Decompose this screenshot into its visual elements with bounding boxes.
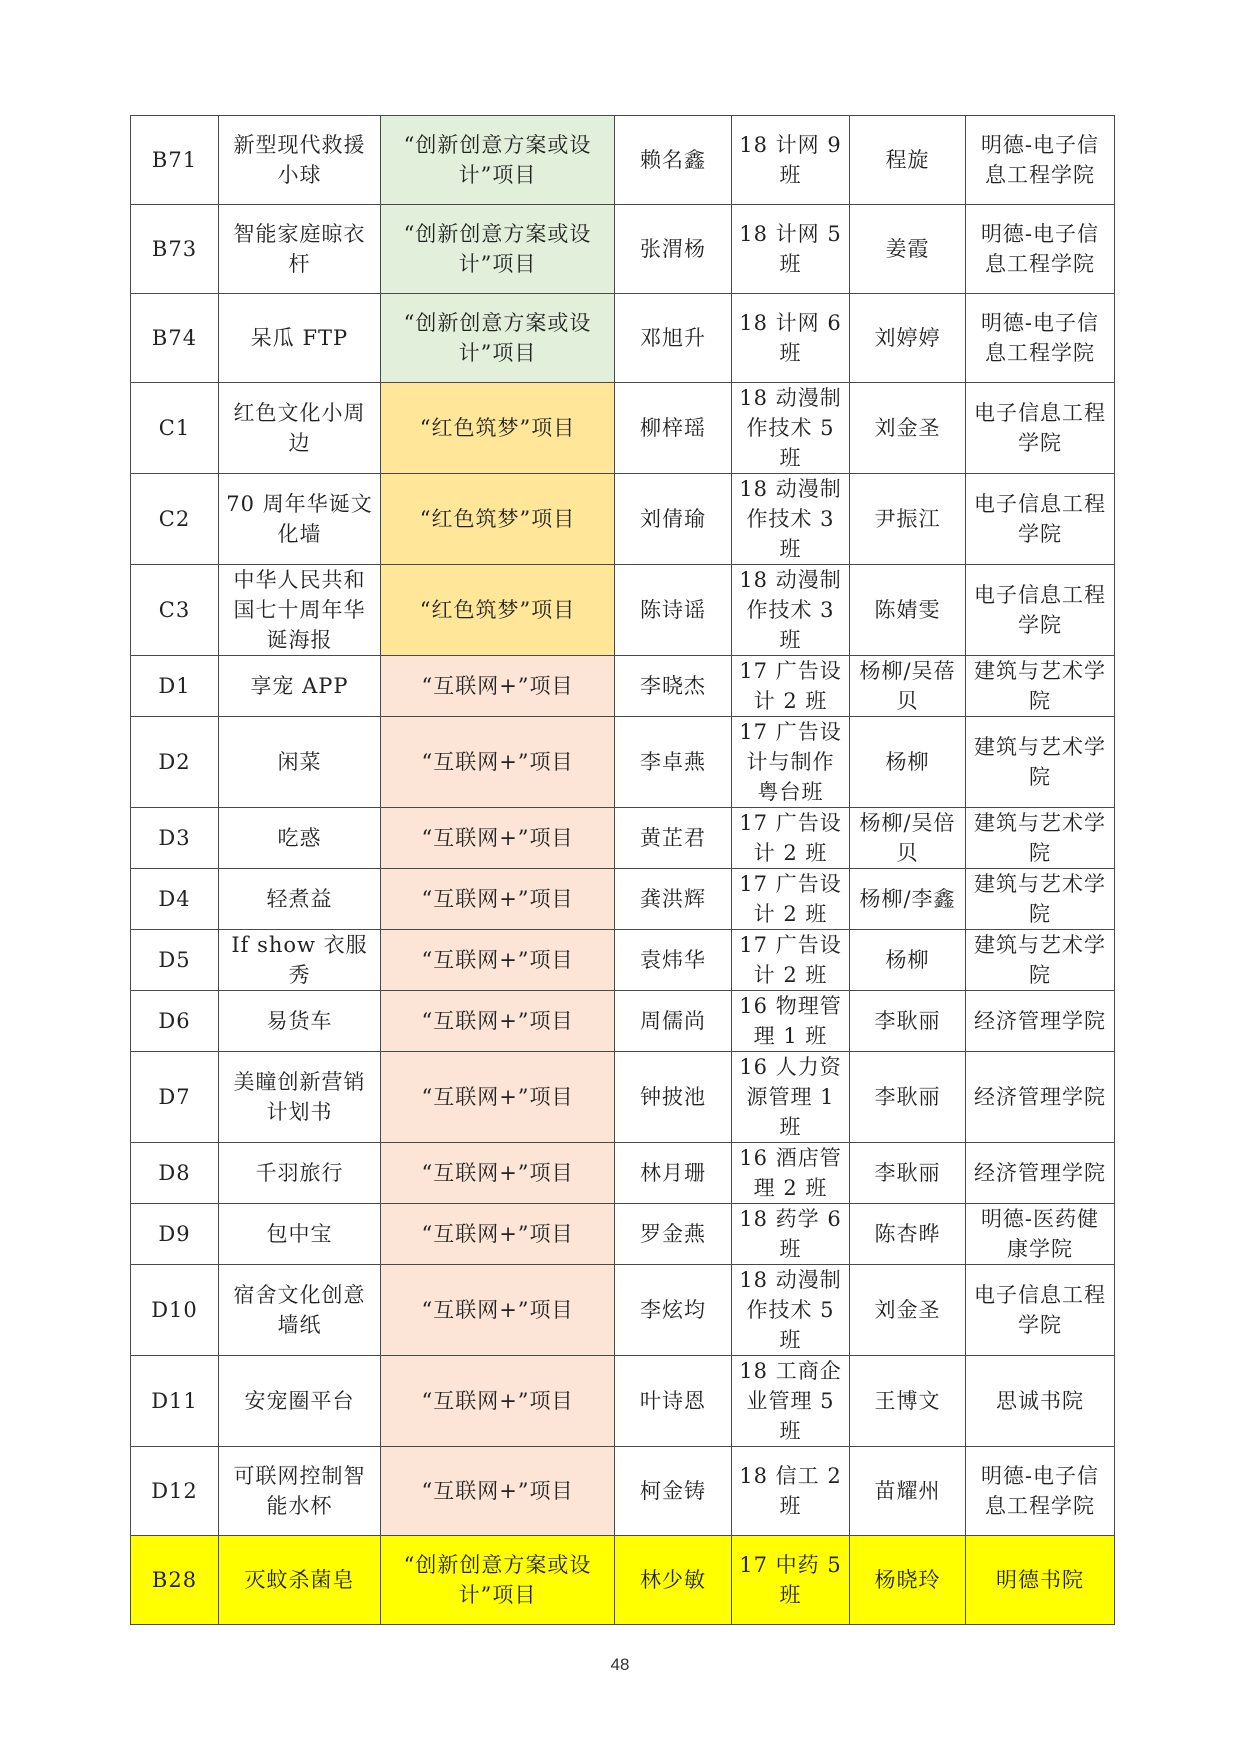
student-name: 邓旭升 — [615, 294, 732, 383]
project-name: 灭蚊杀菌皂 — [219, 1536, 381, 1625]
project-category: “互联网+”项目 — [381, 991, 615, 1052]
class-name: 18 计网 9 班 — [732, 116, 850, 205]
class-name: 18 动漫制作技术 5 班 — [732, 383, 850, 474]
student-name: 陈诗谣 — [615, 565, 732, 656]
student-name: 林少敏 — [615, 1536, 732, 1625]
college-name: 经济管理学院 — [966, 1052, 1115, 1143]
college-name: 明德-电子信息工程学院 — [966, 1447, 1115, 1536]
project-code: C2 — [131, 474, 219, 565]
student-name: 柯金铸 — [615, 1447, 732, 1536]
advisor-name: 陈杏晔 — [850, 1204, 966, 1265]
project-name: 呆瓜 FTP — [219, 294, 381, 383]
project-name: 70 周年华诞文化墙 — [219, 474, 381, 565]
advisor-name: 李耿丽 — [850, 991, 966, 1052]
college-name: 建筑与艺术学院 — [966, 656, 1115, 717]
advisor-name: 杨柳/李鑫 — [850, 869, 966, 930]
project-code: D7 — [131, 1052, 219, 1143]
class-name: 17 广告设计 2 班 — [732, 930, 850, 991]
project-category: “互联网+”项目 — [381, 1052, 615, 1143]
table-row — [131, 1356, 1115, 1447]
class-name: 18 动漫制作技术 5 班 — [732, 1265, 850, 1356]
project-code: D1 — [131, 656, 219, 717]
project-category: “互联网+”项目 — [381, 1143, 615, 1204]
student-name: 柳梓瑶 — [615, 383, 732, 474]
project-code: C1 — [131, 383, 219, 474]
project-name: 红色文化小周边 — [219, 383, 381, 474]
project-name: 美瞳创新营销计划书 — [219, 1052, 381, 1143]
advisor-name: 陈婧雯 — [850, 565, 966, 656]
advisor-name: 刘金圣 — [850, 1265, 966, 1356]
student-name: 袁炜华 — [615, 930, 732, 991]
college-name: 明德书院 — [966, 1536, 1115, 1625]
project-name: 闲菜 — [219, 717, 381, 808]
student-name: 赖名鑫 — [615, 116, 732, 205]
project-name: 易货车 — [219, 991, 381, 1052]
project-code: D5 — [131, 930, 219, 991]
advisor-name: 刘金圣 — [850, 383, 966, 474]
project-name: 享宠 APP — [219, 656, 381, 717]
class-name: 18 动漫制作技术 3 班 — [732, 474, 850, 565]
class-name: 18 信工 2 班 — [732, 1447, 850, 1536]
project-code: D12 — [131, 1447, 219, 1536]
advisor-name: 杨柳/吴蓓贝 — [850, 656, 966, 717]
project-name: 千羽旅行 — [219, 1143, 381, 1204]
project-code: D8 — [131, 1143, 219, 1204]
table-row — [131, 1204, 1115, 1265]
project-code: D2 — [131, 717, 219, 808]
class-name: 17 广告设计 2 班 — [732, 656, 850, 717]
project-table — [130, 115, 1115, 1625]
project-category: “创新创意方案或设计”项目 — [381, 116, 615, 205]
student-name: 罗金燕 — [615, 1204, 732, 1265]
student-name: 叶诗恩 — [615, 1356, 732, 1447]
project-category: “互联网+”项目 — [381, 656, 615, 717]
advisor-name: 杨晓玲 — [850, 1536, 966, 1625]
college-name: 思诚书院 — [966, 1356, 1115, 1447]
advisor-name: 程旋 — [850, 116, 966, 205]
project-category: “创新创意方案或设计”项目 — [381, 294, 615, 383]
student-name: 周儒尚 — [615, 991, 732, 1052]
advisor-name: 杨柳 — [850, 717, 966, 808]
student-name: 黄芷君 — [615, 808, 732, 869]
project-code: C3 — [131, 565, 219, 656]
project-code: D4 — [131, 869, 219, 930]
table-row — [131, 474, 1115, 565]
project-code: B28 — [131, 1536, 219, 1625]
class-name: 18 计网 6 班 — [732, 294, 850, 383]
class-name: 18 工商企业管理 5 班 — [732, 1356, 850, 1447]
project-code: D9 — [131, 1204, 219, 1265]
project-name: 轻煮益 — [219, 869, 381, 930]
project-name: 宿舍文化创意墙纸 — [219, 1265, 381, 1356]
college-name: 电子信息工程学院 — [966, 474, 1115, 565]
project-name: 吃惑 — [219, 808, 381, 869]
class-name: 17 广告设计与制作粤台班 — [732, 717, 850, 808]
table-row — [131, 1143, 1115, 1204]
student-name: 李卓燕 — [615, 717, 732, 808]
college-name: 建筑与艺术学院 — [966, 930, 1115, 991]
advisor-name: 尹振江 — [850, 474, 966, 565]
project-category: “创新创意方案或设计”项目 — [381, 1536, 615, 1625]
class-name: 17 广告设计 2 班 — [732, 869, 850, 930]
college-name: 明德-电子信息工程学院 — [966, 294, 1115, 383]
project-code: D11 — [131, 1356, 219, 1447]
project-table-body — [131, 116, 1115, 1625]
project-code: B71 — [131, 116, 219, 205]
student-name: 刘倩瑜 — [615, 474, 732, 565]
project-name: 安宠圈平台 — [219, 1356, 381, 1447]
project-name: 新型现代救援小球 — [219, 116, 381, 205]
college-name: 电子信息工程学院 — [966, 1265, 1115, 1356]
college-name: 建筑与艺术学院 — [966, 717, 1115, 808]
project-category: “互联网+”项目 — [381, 1356, 615, 1447]
college-name: 电子信息工程学院 — [966, 565, 1115, 656]
table-row — [131, 991, 1115, 1052]
project-category: “创新创意方案或设计”项目 — [381, 205, 615, 294]
table-row — [131, 116, 1115, 205]
advisor-name: 李耿丽 — [850, 1143, 966, 1204]
college-name: 电子信息工程学院 — [966, 383, 1115, 474]
table-row — [131, 869, 1115, 930]
table-row — [131, 294, 1115, 383]
class-name: 17 广告设计 2 班 — [732, 808, 850, 869]
project-category: “互联网+”项目 — [381, 1447, 615, 1536]
advisor-name: 刘婷婷 — [850, 294, 966, 383]
class-name: 17 中药 5 班 — [732, 1536, 850, 1625]
advisor-name: 姜霞 — [850, 205, 966, 294]
project-category: “红色筑梦”项目 — [381, 565, 615, 656]
project-name: 中华人民共和国七十周年华诞海报 — [219, 565, 381, 656]
student-name: 李晓杰 — [615, 656, 732, 717]
table-row — [131, 717, 1115, 808]
college-name: 经济管理学院 — [966, 1143, 1115, 1204]
class-name: 16 物理管理 1 班 — [732, 991, 850, 1052]
class-name: 18 动漫制作技术 3 班 — [732, 565, 850, 656]
student-name: 钟披池 — [615, 1052, 732, 1143]
project-category: “互联网+”项目 — [381, 1204, 615, 1265]
table-row — [131, 1265, 1115, 1356]
college-name: 经济管理学院 — [966, 991, 1115, 1052]
page-number: 48 — [610, 1655, 630, 1674]
student-name: 林月珊 — [615, 1143, 732, 1204]
project-name: 包中宝 — [219, 1204, 381, 1265]
class-name: 18 计网 5 班 — [732, 205, 850, 294]
project-category: “互联网+”项目 — [381, 717, 615, 808]
college-name: 明德-医药健康学院 — [966, 1204, 1115, 1265]
college-name: 明德-电子信息工程学院 — [966, 116, 1115, 205]
table-row — [131, 383, 1115, 474]
table-row — [131, 1447, 1115, 1536]
project-name: 可联网控制智能水杯 — [219, 1447, 381, 1536]
table-row — [131, 565, 1115, 656]
project-category: “互联网+”项目 — [381, 930, 615, 991]
class-name: 18 药学 6 班 — [732, 1204, 850, 1265]
table-row — [131, 656, 1115, 717]
class-name: 16 酒店管理 2 班 — [732, 1143, 850, 1204]
project-name: If show 衣服秀 — [219, 930, 381, 991]
table-row — [131, 930, 1115, 991]
college-name: 建筑与艺术学院 — [966, 808, 1115, 869]
table-row — [131, 808, 1115, 869]
project-category: “红色筑梦”项目 — [381, 474, 615, 565]
table-row-highlighted — [131, 1536, 1115, 1625]
project-code: D3 — [131, 808, 219, 869]
project-category: “互联网+”项目 — [381, 808, 615, 869]
advisor-name: 李耿丽 — [850, 1052, 966, 1143]
table-row — [131, 205, 1115, 294]
project-code: B74 — [131, 294, 219, 383]
project-category: “互联网+”项目 — [381, 1265, 615, 1356]
project-category: “红色筑梦”项目 — [381, 383, 615, 474]
project-code: D6 — [131, 991, 219, 1052]
advisor-name: 苗耀州 — [850, 1447, 966, 1536]
advisor-name: 王博文 — [850, 1356, 966, 1447]
student-name: 龚洪辉 — [615, 869, 732, 930]
college-name: 明德-电子信息工程学院 — [966, 205, 1115, 294]
project-category: “互联网+”项目 — [381, 869, 615, 930]
student-name: 李炫均 — [615, 1265, 732, 1356]
advisor-name: 杨柳/吴倍贝 — [850, 808, 966, 869]
project-code: B73 — [131, 205, 219, 294]
project-name: 智能家庭晾衣杆 — [219, 205, 381, 294]
class-name: 16 人力资源管理 1 班 — [732, 1052, 850, 1143]
student-name: 张渭杨 — [615, 205, 732, 294]
table-row — [131, 1052, 1115, 1143]
college-name: 建筑与艺术学院 — [966, 869, 1115, 930]
project-code: D10 — [131, 1265, 219, 1356]
advisor-name: 杨柳 — [850, 930, 966, 991]
